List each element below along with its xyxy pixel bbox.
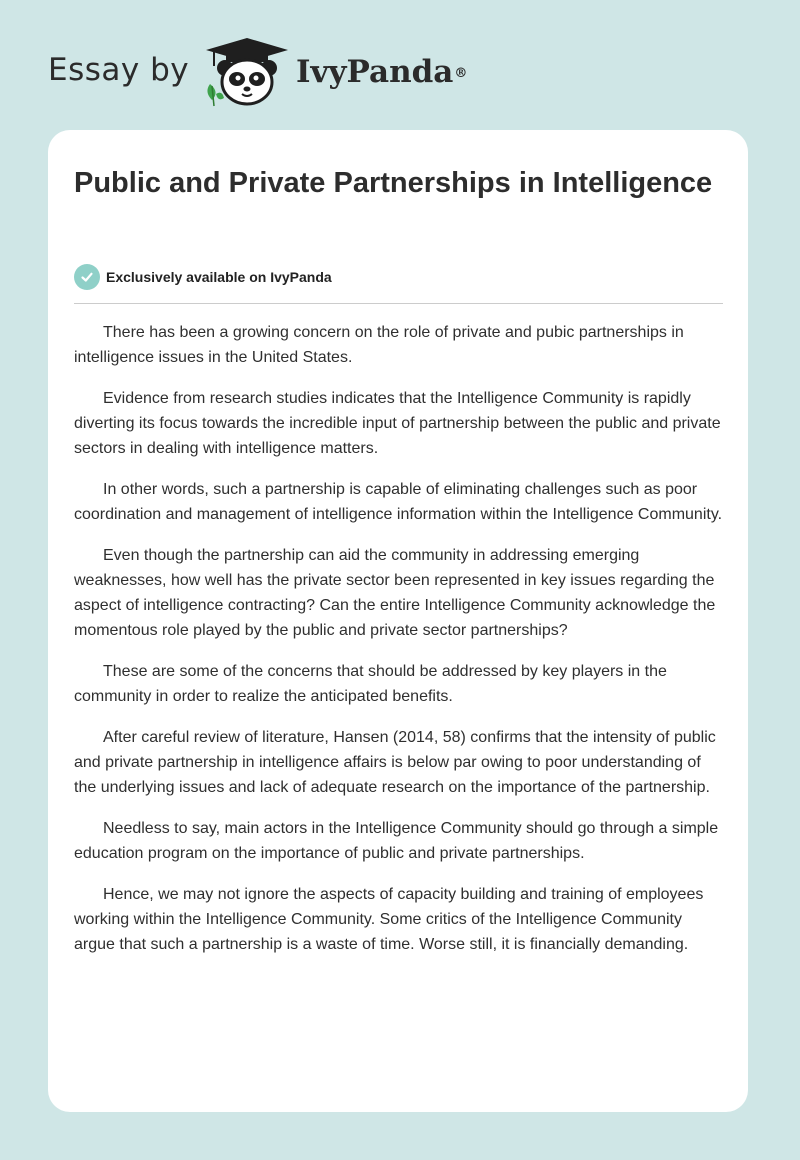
paragraph: Hence, we may not ignore the aspects of capacity building and training of employees working within the Intelligence Community. Some critics of the Intelligence Community argue that such a partnership is a waste of time. Worse still, it is financially demanding. (74, 886, 704, 953)
brand-name[interactable]: IvyPanda® (296, 54, 468, 90)
exclusive-badge (74, 264, 332, 290)
essay-body (74, 320, 726, 973)
registered-mark: ® (454, 66, 468, 81)
paragraph: Needless to say, main actors in the Intelligence Community should go through a simple education program on the importance of public and private partnerships. (74, 820, 719, 862)
paragraph: After careful review of literature, Hansen (2014, 58) confirms that the intensity of public and private partnership in intelligence affairs is below par owing to poor understanding of the underlying issues and lack of adequate research on the importance of the partnership. (74, 729, 716, 796)
paragraph: These are some of the concerns that should be addressed by key players in the community in order to realize the anticipated benefits. (74, 663, 667, 705)
paragraph: In other words, such a partnership is capable of eliminating challenges such as poor coordination and management of intelligence information within the Intelligence Community. (74, 481, 723, 523)
check-circle-icon (74, 264, 100, 290)
title-divider (74, 303, 723, 304)
paragraph: Even though the partnership can aid the community in addressing emerging weaknesses, how well has the private sector been represented in key issues regarding the aspect of intelligence contracting? Can the entire Intelligence Community acknowledge the momentous role played by the public and private sector partnerships? (74, 547, 716, 639)
site-header (0, 0, 800, 120)
brand-prefix: Essay by (48, 52, 190, 88)
panda-graduate-logo-icon[interactable] (200, 36, 294, 108)
exclusive-badge-label: Exclusively available on IvyPanda (106, 269, 332, 285)
paragraph: Evidence from research studies indicates that the Intelligence Community is rapidly diverting its focus towards the incredible input of partnership between the public and private sectors in dealing with intelligence matters. (74, 390, 721, 457)
essay-card (48, 130, 748, 1112)
page-title: Public and Private Partnerships in Intelligence (74, 167, 713, 199)
paragraph: There has been a growing concern on the role of private and pubic partnerships in intelligence issues in the United States. (74, 324, 684, 366)
